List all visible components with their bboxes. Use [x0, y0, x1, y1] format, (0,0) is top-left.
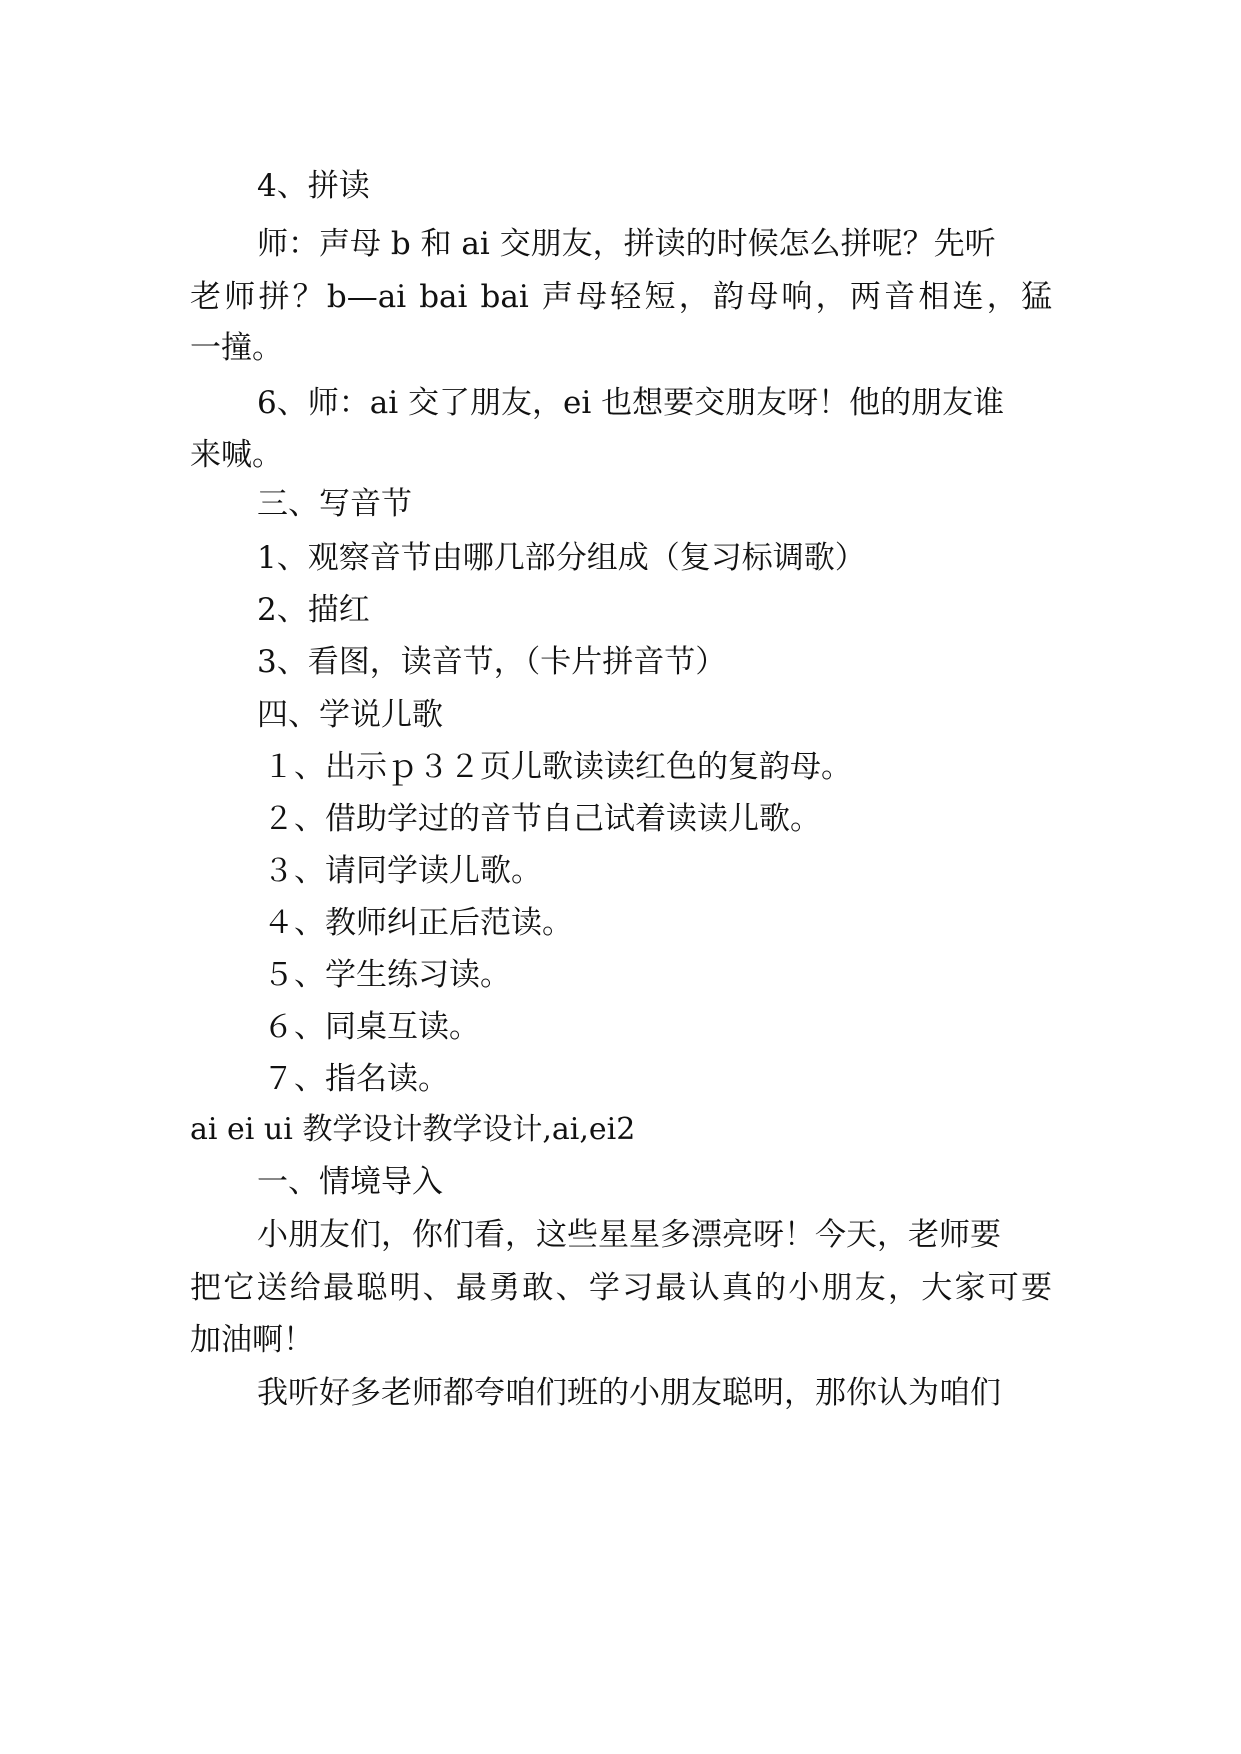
list-item: 2、描红	[257, 592, 370, 628]
list-item: ３、请同学读儿歌。	[263, 853, 542, 889]
list-item: ７、指名读。	[263, 1061, 449, 1097]
list-item: １、出示ｐ３２页儿歌读读红色的复韵母。	[263, 749, 852, 785]
list-item: ６、同桌互读。	[263, 1009, 480, 1045]
section-heading-learn-rhyme: 四、学说儿歌	[257, 697, 443, 733]
paragraph-line: 我听好多老师都夸咱们班的小朋友聪明，那你认为咱们	[257, 1375, 1001, 1411]
list-item: ４、教师纠正后范读。	[263, 905, 573, 941]
paragraph-line: 小朋友们，你们看，这些星星多漂亮呀！今天，老师要	[257, 1217, 1001, 1253]
list-item: 3、看图，读音节，（卡片拼音节）	[257, 644, 727, 680]
section-heading-scenario-intro: 一、情境导入	[257, 1164, 443, 1200]
list-item: ５、学生练习读。	[263, 957, 511, 993]
section-heading-write-syllables: 三、写音节	[257, 486, 412, 522]
paragraph-line: 一撞。	[190, 330, 283, 366]
document-title: ai ei ui 教学设计教学设计,ai,ei2	[190, 1112, 636, 1147]
paragraph-line: 来喊。	[190, 437, 283, 473]
paragraph-line: 加油啊！	[190, 1322, 314, 1358]
paragraph-line: 6、师：ai 交了朋友，ei 也想要交朋友呀！他的朋友谁	[257, 385, 1005, 421]
section-step-4-pinyin-reading: 4、拼读	[257, 168, 370, 204]
paragraph-line: 把它送给最聪明、最勇敢、学习最认真的小朋友，大家可要	[190, 1270, 1052, 1306]
list-item: 1、观察音节由哪几部分组成（复习标调歌）	[257, 540, 866, 576]
paragraph-line: 师：声母 b 和 ai 交朋友，拼读的时候怎么拼呢？先听	[257, 226, 996, 262]
paragraph-line: 老师拼？b—ai bai bai 声母轻短，韵母响，两音相连，猛	[190, 279, 1052, 315]
list-item: ２、借助学过的音节自己试着读读儿歌。	[263, 801, 821, 837]
